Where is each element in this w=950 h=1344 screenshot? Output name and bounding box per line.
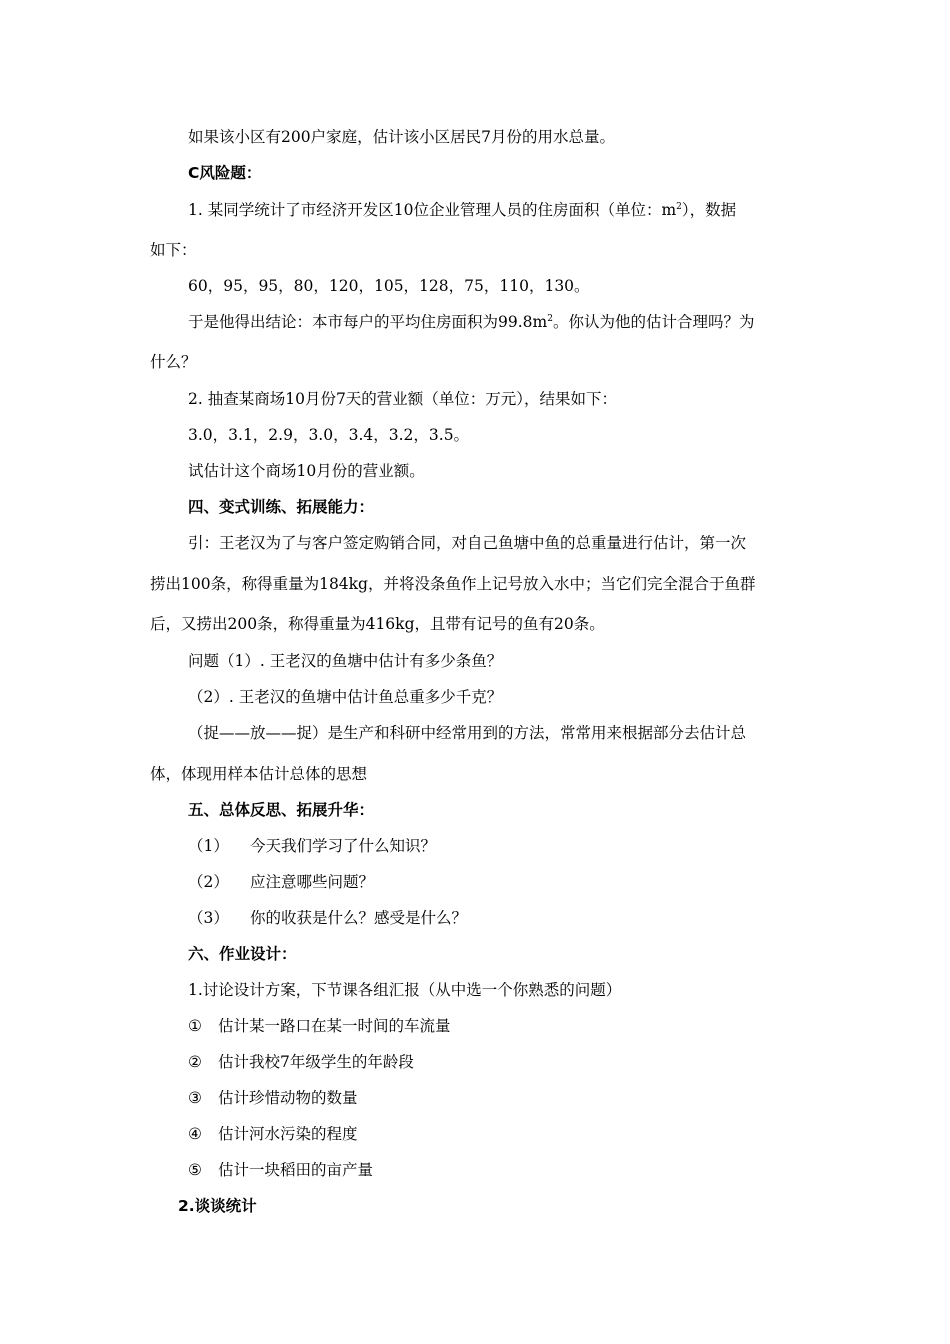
section-4-question-1: 问题（1）. 王老汉的鱼塘中估计有多少条鱼？ — [188, 652, 503, 670]
list-item-text: 估计珍惜动物的数量 — [218, 1089, 358, 1107]
list-item-text: 今天我们学习了什么知识？ — [250, 837, 437, 855]
list-item-text: 估计我校7年级学生的年龄段 — [218, 1053, 414, 1071]
conclusion-text-b: 。你认为他的估计合理吗？为 — [552, 313, 755, 331]
section-4-method-line-1: （捉——放——捉）是生产和科研中经常用到的方法，常常用来根据部分去估计总 — [188, 724, 747, 742]
section-6-subheading: 2.谈谈统计 — [178, 1197, 257, 1215]
superscript-2: 2 — [547, 314, 553, 324]
heading-section-5: 五、总体反思、拓展升华： — [188, 801, 375, 819]
list-item-number: ① — [188, 1017, 202, 1035]
list-item — [188, 908, 467, 928]
list-item — [188, 1088, 358, 1108]
superscript-2: 2 — [676, 202, 682, 212]
question-1-conclusion — [188, 312, 754, 332]
section-4-question-2: （2）. 王老汉的鱼塘中估计鱼总重多少千克？ — [188, 688, 503, 706]
list-item — [188, 1052, 414, 1072]
section-6-task: 1.讨论设计方案，下节课各组汇报（从中选一个你熟悉的问题） — [188, 981, 622, 999]
list-item-number: ② — [188, 1053, 202, 1071]
section-4-paragraph-line-2: 捞出100条，称得重量为184kg，并将没条鱼作上记号放入水中；当它们完全混合于鱼群 — [150, 575, 756, 593]
list-item-text: 估计河水污染的程度 — [218, 1125, 358, 1143]
heading-c-risk: C风险题： — [188, 164, 262, 182]
heading-section-4: 四、变式训练、拓展能力： — [188, 498, 375, 516]
question-2-task: 试估计这个商场10月份的营业额。 — [188, 462, 425, 480]
section-4-paragraph-line-1: 引：王老汉为了与客户签定购销合同，对自己鱼塘中鱼的总重量进行估计，第一次 — [188, 534, 747, 552]
heading-section-6: 六、作业设计： — [188, 945, 297, 963]
list-item-text: 应注意哪些问题？ — [250, 873, 375, 891]
list-item — [188, 872, 374, 892]
list-item-number: （2） — [188, 873, 229, 891]
question-1-line-1 — [188, 200, 736, 220]
list-item — [188, 1160, 373, 1180]
list-item-number: ④ — [188, 1125, 202, 1143]
question-1-line-2: 如下： — [150, 241, 197, 259]
list-item-number: （1） — [188, 837, 229, 855]
list-item-number: ⑤ — [188, 1161, 202, 1179]
section-4-method-line-2: 体，体现用样本估计总体的思想 — [150, 765, 368, 783]
list-item-text: 你的收获是什么？感受是什么？ — [250, 909, 468, 927]
question-2-data: 3.0，3.1，2.9，3.0，3.4，3.2，3.5。 — [188, 426, 470, 444]
list-item — [188, 1124, 358, 1144]
section-4-paragraph-line-3: 后，又捞出200条，称得重量为416kg，且带有记号的鱼有20条。 — [150, 615, 605, 633]
list-item-number: ③ — [188, 1089, 202, 1107]
question-2: 2. 抽查某商场10月份7天的营业额（单位：万元），结果如下： — [188, 390, 618, 408]
list-item-number: （3） — [188, 909, 229, 927]
conclusion-text-a: 于是他得出结论：本市每户的平均住房面积为99.8m — [188, 313, 548, 331]
question-1-conclusion-end: 什么？ — [150, 353, 197, 371]
question-1-text-b: ），数据 — [681, 201, 737, 219]
list-item-text: 估计一块稻田的亩产量 — [218, 1161, 374, 1179]
list-item — [188, 1016, 451, 1036]
question-1-data: 60，95，95，80，120，105，128，75，110，130。 — [188, 277, 590, 295]
paragraph-water-usage: 如果该小区有200户家庭，估计该小区居民7月份的用水总量。 — [188, 128, 615, 146]
list-item-text: 估计某一路口在某一时间的车流量 — [218, 1017, 451, 1035]
list-item — [188, 836, 436, 856]
question-1-text-a: 1. 某同学统计了市经济开发区10位企业管理人员的住房面积（单位：m — [188, 201, 677, 219]
